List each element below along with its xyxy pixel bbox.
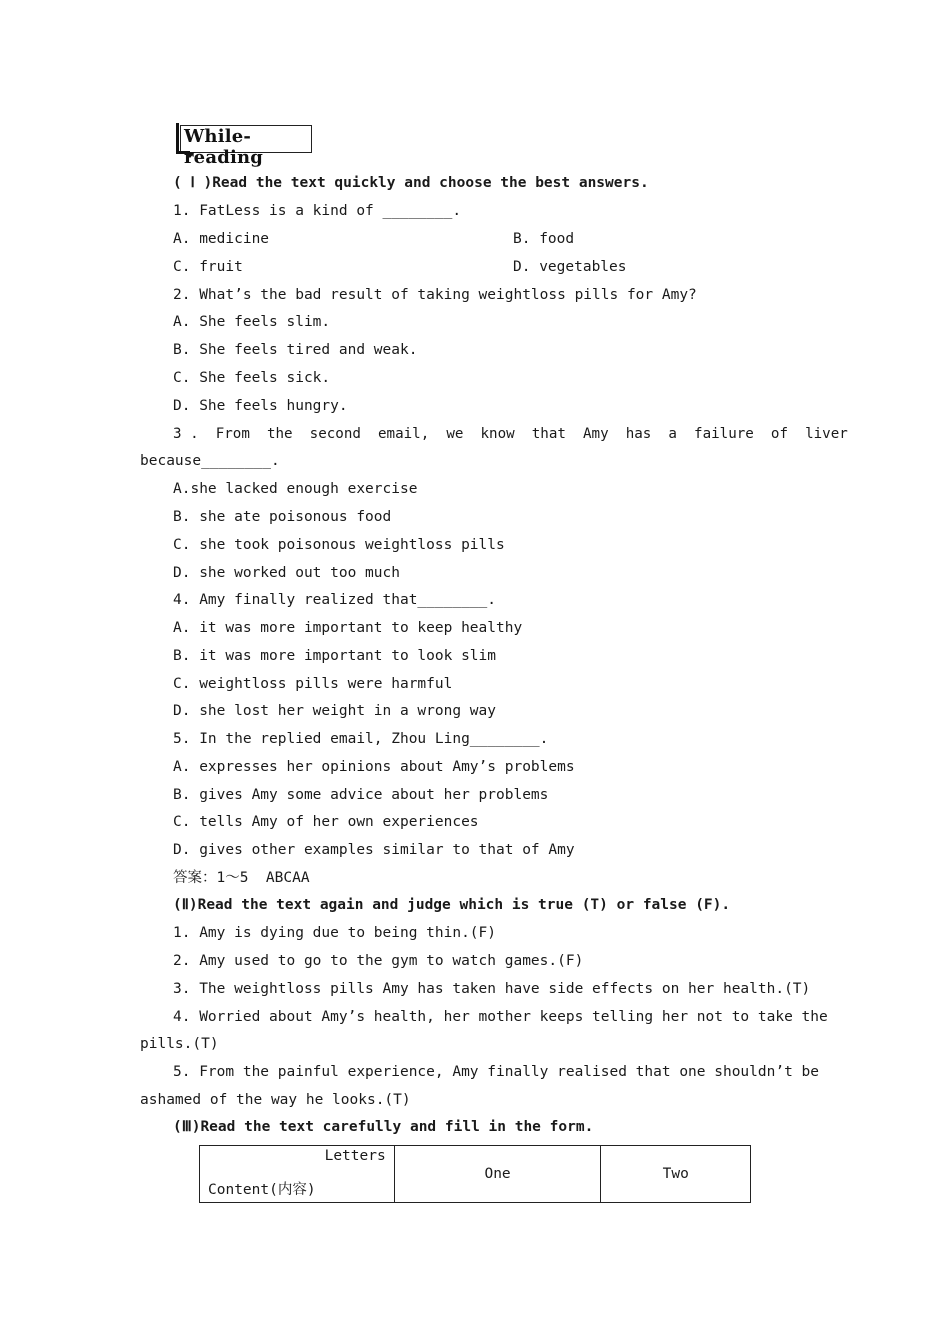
q3-stem-line1: 3 . From the second email, we know that Amy has a failure of liver bbox=[173, 426, 848, 442]
tf-statement-4-line2: pills.(T) bbox=[140, 1036, 219, 1052]
q5-option-d: D. gives other examples similar to that of Amy bbox=[173, 842, 575, 858]
table-row bbox=[200, 1146, 751, 1203]
header-letters-label: Letters bbox=[324, 1148, 386, 1164]
q1-option-a: A. medicine bbox=[173, 231, 270, 247]
header-col-one: One bbox=[394, 1146, 601, 1203]
q1-option-c: C. fruit bbox=[173, 259, 243, 275]
q5-option-c: C. tells Amy of her own experiences bbox=[173, 814, 479, 830]
section-banner-title: While-reading bbox=[184, 126, 264, 168]
q3-option-b: B. she ate poisonous food bbox=[173, 509, 392, 525]
q1-option-b: B. food bbox=[513, 231, 575, 247]
part3-heading: (Ⅲ)Read the text carefully and fill in the form. bbox=[173, 1119, 594, 1135]
q4-option-c: C. weightloss pills were harmful bbox=[173, 676, 453, 692]
banner-stem bbox=[176, 123, 179, 153]
q5-option-a: A. expresses her opinions about Amy’s problems bbox=[173, 759, 575, 775]
q2-option-a: A. She feels slim. bbox=[173, 314, 331, 330]
q4-option-d: D. she lost her weight in a wrong way bbox=[173, 703, 497, 719]
section-banner bbox=[176, 123, 314, 168]
header-content-label: Content(内容) bbox=[208, 1182, 316, 1198]
q3-option-a: A.she lacked enough exercise bbox=[173, 481, 418, 497]
table-header-corner bbox=[200, 1146, 395, 1203]
q5-option-b: B. gives Amy some advice about her problems bbox=[173, 787, 549, 803]
part1-heading: ( Ⅰ )Read the text quickly and choose the best answers. bbox=[173, 175, 649, 191]
header-col-two: Two bbox=[601, 1146, 751, 1203]
q3-option-c: C. she took poisonous weightloss pills bbox=[173, 537, 505, 553]
q4-option-a: A. it was more important to keep healthy bbox=[173, 620, 523, 636]
tf-statement-5-line2: ashamed of the way he looks.(T) bbox=[140, 1092, 411, 1108]
q2-option-b: B. She feels tired and weak. bbox=[173, 342, 418, 358]
q1-option-d: D. vegetables bbox=[513, 259, 627, 275]
tf-statement-4-line1: 4. Worried about Amy’s health, her mother keeps telling her not to take the bbox=[173, 1009, 828, 1025]
tf-statement-5-line1: 5. From the painful experience, Amy finally realised that one shouldn’t be bbox=[173, 1064, 820, 1080]
part2-heading: (Ⅱ)Read the text again and judge which is true (T) or false (F). bbox=[173, 897, 731, 913]
q2-stem: 2. What’s the bad result of taking weightloss pills for Amy? bbox=[173, 287, 697, 303]
q4-option-b: B. it was more important to look slim bbox=[173, 648, 497, 664]
q4-stem: 4. Amy finally realized that________. bbox=[173, 592, 497, 608]
q3-stem-line2: because________. bbox=[140, 453, 280, 469]
fill-in-form-table bbox=[199, 1145, 751, 1203]
answer-key: 答案：1～5 ABCAA bbox=[173, 870, 310, 886]
q2-option-c: C. She feels sick. bbox=[173, 370, 331, 386]
tf-statement-2: 2. Amy used to go to the gym to watch games.(F) bbox=[173, 953, 584, 969]
tf-statement-3: 3. The weightloss pills Amy has taken have side effects on her health.(T) bbox=[173, 981, 811, 997]
q3-option-d: D. she worked out too much bbox=[173, 565, 400, 581]
q2-option-d: D. She feels hungry. bbox=[173, 398, 348, 414]
q5-stem: 5. In the replied email, Zhou Ling________. bbox=[173, 731, 549, 747]
tf-statement-1: 1. Amy is dying due to being thin.(F) bbox=[173, 925, 497, 941]
q1-stem: 1. FatLess is a kind of ________. bbox=[173, 203, 462, 219]
